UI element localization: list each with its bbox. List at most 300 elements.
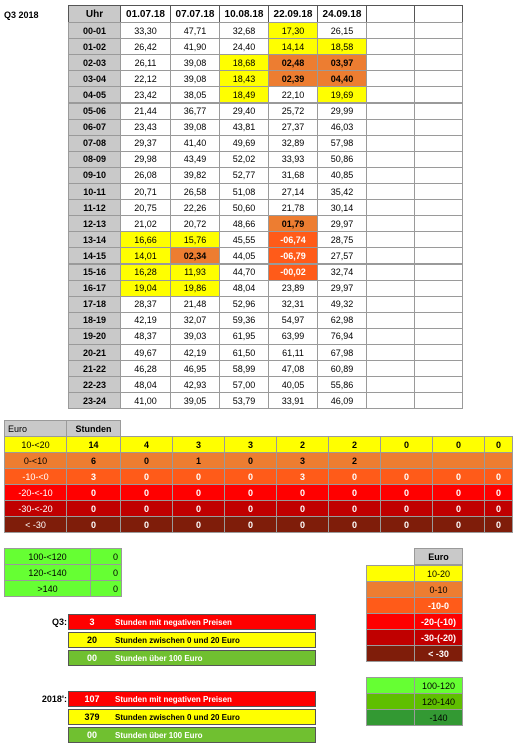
period-label: Q3 2018 (4, 10, 39, 20)
empty-cell (366, 199, 415, 216)
count-cell: 0 (484, 484, 513, 501)
summary-text: Stunden zwischen 0 und 20 Euro (115, 635, 240, 645)
price-cell: 29,97 (317, 280, 367, 297)
hour-label: 06-07 (68, 119, 121, 136)
count-cell: 0 (120, 468, 173, 485)
price-cell: 27,37 (268, 119, 318, 136)
price-cell: 61,11 (268, 344, 318, 361)
column-header: 07.07.18 (170, 5, 220, 23)
price-cell: 53,79 (219, 392, 269, 409)
empty-cell (366, 22, 415, 39)
summary-text: Stunden mit negativen Preisen (115, 617, 232, 627)
price-cell: 26,15 (317, 22, 367, 39)
summary-text: Stunden über 100 Euro (115, 653, 203, 663)
hour-label: 09-10 (68, 167, 121, 184)
price-cell: 41,00 (120, 392, 171, 409)
summary-value: 3 (89, 617, 95, 627)
empty-cell (366, 70, 415, 87)
price-cell: 38,05 (170, 86, 220, 103)
price-cell: 41,90 (170, 38, 220, 55)
count-cell: 0 (328, 484, 381, 501)
price-cell: 28,37 (120, 296, 171, 313)
count-cell: 0 (380, 484, 433, 501)
empty-cell (366, 167, 415, 184)
summary-row (68, 727, 316, 743)
hour-label: 02-03 (68, 54, 121, 71)
empty-cell (366, 231, 415, 248)
count-cell: 0 (66, 516, 121, 533)
hour-label: 16-17 (68, 280, 121, 297)
count-cell: 0 (380, 468, 433, 485)
count-cell: 0 (276, 500, 329, 517)
count-cell: 0 (276, 484, 329, 501)
hour-label: 12-13 (68, 215, 121, 232)
column-header (366, 5, 415, 23)
price-cell: 15,76 (170, 231, 220, 248)
summary-text: Stunden zwischen 0 und 20 Euro (115, 712, 240, 722)
price-cell: 39,08 (170, 54, 220, 71)
empty-cell (366, 151, 415, 168)
price-cell: 42,93 (170, 376, 220, 393)
count-cell: 0 (484, 500, 513, 517)
price-cell: 20,72 (170, 215, 220, 232)
count-cell: 2 (276, 436, 329, 453)
empty-cell (414, 86, 463, 103)
price-cell: 21,44 (120, 103, 171, 120)
price-cell: 48,04 (219, 280, 269, 297)
hour-label: 13-14 (68, 231, 121, 248)
count-cell: 14 (66, 436, 121, 453)
count-cell: 6 (66, 452, 121, 469)
count-cell: 0 (276, 516, 329, 533)
count-cell: 0 (484, 516, 513, 533)
legend-swatch (366, 629, 415, 646)
count-cell: 3 (224, 436, 277, 453)
empty-cell (414, 119, 463, 136)
count-cell: 0 (432, 468, 485, 485)
count-cell: 3 (172, 436, 225, 453)
empty-cell (414, 344, 463, 361)
count-cell (484, 452, 513, 469)
legend-label: 10-20 (414, 565, 463, 582)
empty-cell (366, 360, 415, 377)
price-cell: 18,49 (219, 86, 269, 103)
price-cell: 22,26 (170, 199, 220, 216)
hour-label: 23-24 (68, 392, 121, 409)
price-cell: 39,08 (170, 70, 220, 87)
price-cell: 21,02 (120, 215, 171, 232)
empty-cell (414, 247, 463, 264)
price-cell: 40,85 (317, 167, 367, 184)
count-range-label: 0-<10 (4, 452, 67, 469)
price-cell: 11,93 (170, 264, 220, 281)
hour-label: 20-21 (68, 344, 121, 361)
price-cell: 46,28 (120, 360, 171, 377)
price-cell: 29,99 (317, 103, 367, 120)
price-cell: 50,60 (219, 199, 269, 216)
price-cell: 24,40 (219, 38, 269, 55)
legend-label: 120-140 (414, 693, 463, 710)
price-cell: -06,79 (268, 247, 318, 264)
hour-label: 19-20 (68, 328, 121, 345)
price-cell: -06,74 (268, 231, 318, 248)
legend-swatch (366, 613, 415, 630)
legend-swatch (366, 581, 415, 598)
empty-cell (414, 376, 463, 393)
price-cell: 33,93 (268, 151, 318, 168)
price-cell: 50,86 (317, 151, 367, 168)
hour-label: 15-16 (68, 264, 121, 281)
price-cell: 52,02 (219, 151, 269, 168)
count-cell: 0 (432, 484, 485, 501)
price-cell: 29,98 (120, 151, 171, 168)
count-cell: 0 (432, 436, 485, 453)
price-cell: 26,08 (120, 167, 171, 184)
count-range-label: < -30 (4, 516, 67, 533)
empty-cell (366, 280, 415, 297)
green-range-label: 120-<140 (4, 564, 91, 581)
count-header: Stunden (66, 420, 121, 437)
price-cell: 31,68 (268, 167, 318, 184)
empty-cell (366, 328, 415, 345)
price-cell: 63,99 (268, 328, 318, 345)
hour-label: 14-15 (68, 247, 121, 264)
price-cell: 61,50 (219, 344, 269, 361)
price-cell: 46,09 (317, 392, 367, 409)
empty-cell (414, 167, 463, 184)
count-cell: 0 (432, 516, 485, 533)
price-cell: 21,48 (170, 296, 220, 313)
green-range-label: >140 (4, 580, 91, 597)
hour-label: 01-02 (68, 38, 121, 55)
price-cell: 30,14 (317, 199, 367, 216)
count-cell: 0 (66, 484, 121, 501)
price-cell: 02,48 (268, 54, 318, 71)
legend-label: -10-0 (414, 597, 463, 614)
count-cell: 0 (484, 468, 513, 485)
hour-label: 11-12 (68, 199, 121, 216)
empty-cell (414, 264, 463, 281)
empty-cell (366, 183, 415, 200)
price-cell: 42,19 (120, 312, 171, 329)
price-cell: 20,75 (120, 199, 171, 216)
price-cell: 47,08 (268, 360, 318, 377)
legend-label: -30-(-20) (414, 629, 463, 646)
hour-label: 07-08 (68, 135, 121, 152)
empty-cell (414, 280, 463, 297)
empty-cell (366, 215, 415, 232)
empty-cell (414, 312, 463, 329)
price-cell: 47,71 (170, 22, 220, 39)
price-cell: 55,86 (317, 376, 367, 393)
legend-swatch (366, 709, 415, 726)
column-header: Uhr (68, 5, 121, 23)
price-cell: 32,68 (219, 22, 269, 39)
price-cell: 52,77 (219, 167, 269, 184)
price-cell: 48,04 (120, 376, 171, 393)
count-header: Euro (4, 420, 67, 437)
summary-label-q3: Q3: (51, 617, 67, 627)
summary-text: Stunden über 100 Euro (115, 730, 203, 740)
empty-cell (366, 296, 415, 313)
count-cell: 1 (172, 452, 225, 469)
empty-cell (366, 38, 415, 55)
summary-value: 107 (84, 694, 100, 704)
price-cell: 32,31 (268, 296, 318, 313)
price-cell: 28,75 (317, 231, 367, 248)
empty-cell (366, 119, 415, 136)
price-cell: 67,98 (317, 344, 367, 361)
empty-cell (366, 264, 415, 281)
empty-cell (366, 376, 415, 393)
legend-label: -20-(-10) (414, 613, 463, 630)
price-cell: 51,08 (219, 183, 269, 200)
price-cell: 19,04 (120, 280, 171, 297)
price-cell: 43,49 (170, 151, 220, 168)
count-cell: 0 (120, 516, 173, 533)
count-cell: 0 (328, 516, 381, 533)
price-cell: 18,43 (219, 70, 269, 87)
empty-cell (414, 151, 463, 168)
summary-row (68, 650, 316, 666)
price-cell: 44,05 (219, 247, 269, 264)
legend-label: 0-10 (414, 581, 463, 598)
summary-row (68, 632, 316, 648)
price-cell: 52,96 (219, 296, 269, 313)
price-cell: 62,98 (317, 312, 367, 329)
column-header: 22.09.18 (268, 5, 318, 23)
price-cell: 60,89 (317, 360, 367, 377)
empty-cell (414, 360, 463, 377)
price-cell: 16,66 (120, 231, 171, 248)
price-cell: 54,97 (268, 312, 318, 329)
empty-cell (366, 392, 415, 409)
price-cell: 19,86 (170, 280, 220, 297)
price-cell: 02,39 (268, 70, 318, 87)
green-value-cell: 0 (90, 548, 122, 565)
summary-value: 00 (86, 653, 97, 663)
price-cell: 26,42 (120, 38, 171, 55)
count-cell: 0 (380, 516, 433, 533)
count-cell: 0 (484, 436, 513, 453)
summary-label-2018: 2018': (41, 694, 67, 704)
empty-cell (366, 344, 415, 361)
count-cell: 3 (66, 468, 121, 485)
price-cell: 27,14 (268, 183, 318, 200)
count-cell: 2 (328, 452, 381, 469)
price-cell: 35,42 (317, 183, 367, 200)
price-cell: 57,00 (219, 376, 269, 393)
price-cell: 76,94 (317, 328, 367, 345)
price-cell: 21,78 (268, 199, 318, 216)
price-cell: 43,81 (219, 119, 269, 136)
price-cell: 49,32 (317, 296, 367, 313)
count-cell: 0 (224, 516, 277, 533)
hour-label: 18-19 (68, 312, 121, 329)
count-cell: 0 (380, 436, 433, 453)
summary-value: 00 (86, 730, 97, 740)
price-cell: 25,72 (268, 103, 318, 120)
count-cell: 2 (328, 436, 381, 453)
green-value-cell: 0 (90, 580, 122, 597)
hour-label: 04-05 (68, 86, 121, 103)
price-cell: 32,74 (317, 264, 367, 281)
hour-label: 10-11 (68, 183, 121, 200)
price-cell: 39,08 (170, 119, 220, 136)
green-range-label: 100-<120 (4, 548, 91, 565)
empty-cell (414, 54, 463, 71)
count-cell: 0 (172, 484, 225, 501)
price-cell: 57,98 (317, 135, 367, 152)
legend-title: Euro (414, 548, 463, 565)
count-cell (432, 452, 485, 469)
price-cell: 46,95 (170, 360, 220, 377)
legend-swatch (366, 565, 415, 582)
count-cell: 0 (172, 468, 225, 485)
count-cell: 0 (328, 468, 381, 485)
price-cell: 22,10 (268, 86, 318, 103)
count-cell: 0 (66, 500, 121, 517)
price-cell: 04,40 (317, 70, 367, 87)
count-cell: 0 (120, 484, 173, 501)
price-cell: 02,34 (170, 247, 220, 264)
price-cell: 49,69 (219, 135, 269, 152)
empty-cell (414, 296, 463, 313)
count-range-label: -30-<-20 (4, 500, 67, 517)
price-cell: 46,03 (317, 119, 367, 136)
price-cell: 22,12 (120, 70, 171, 87)
price-cell: 03,97 (317, 54, 367, 71)
price-cell: 23,89 (268, 280, 318, 297)
price-cell: 61,95 (219, 328, 269, 345)
price-cell: 20,71 (120, 183, 171, 200)
count-cell: 0 (328, 500, 381, 517)
empty-cell (414, 392, 463, 409)
green-value-cell: 0 (90, 564, 122, 581)
price-cell: 18,68 (219, 54, 269, 71)
count-range-label: -10-<0 (4, 468, 67, 485)
legend-label: 100-120 (414, 677, 463, 694)
price-cell: 48,66 (219, 215, 269, 232)
summary-text: Stunden mit negativen Preisen (115, 694, 232, 704)
empty-cell (414, 215, 463, 232)
empty-cell (414, 135, 463, 152)
price-cell: 39,03 (170, 328, 220, 345)
empty-cell (414, 22, 463, 39)
empty-cell (414, 231, 463, 248)
column-header: 10.08.18 (219, 5, 269, 23)
hour-label: 08-09 (68, 151, 121, 168)
price-cell: 41,40 (170, 135, 220, 152)
count-cell: 3 (276, 468, 329, 485)
empty-cell (366, 247, 415, 264)
hour-label: 05-06 (68, 103, 121, 120)
price-cell: 26,58 (170, 183, 220, 200)
empty-cell (414, 328, 463, 345)
empty-cell (414, 103, 463, 120)
count-cell: 0 (380, 500, 433, 517)
price-cell: 33,30 (120, 22, 171, 39)
empty-cell (414, 38, 463, 55)
price-cell: 59,36 (219, 312, 269, 329)
legend-label: < -30 (414, 645, 463, 662)
count-cell: 0 (120, 452, 173, 469)
count-cell: 0 (224, 500, 277, 517)
hour-label: 21-22 (68, 360, 121, 377)
price-cell: 48,37 (120, 328, 171, 345)
price-cell: 39,82 (170, 167, 220, 184)
count-cell: 0 (120, 500, 173, 517)
legend-swatch (366, 693, 415, 710)
count-cell: 0 (432, 500, 485, 517)
price-cell: -00,02 (268, 264, 318, 281)
column-header: 01.07.18 (120, 5, 171, 23)
empty-cell (414, 199, 463, 216)
legend-label: -140 (414, 709, 463, 726)
price-cell: 14,14 (268, 38, 318, 55)
empty-cell (366, 103, 415, 120)
count-cell: 3 (276, 452, 329, 469)
price-cell: 26,11 (120, 54, 171, 71)
empty-cell (366, 54, 415, 71)
hour-label: 03-04 (68, 70, 121, 87)
price-cell: 17,30 (268, 22, 318, 39)
price-cell: 36,77 (170, 103, 220, 120)
empty-cell (366, 135, 415, 152)
empty-cell (414, 183, 463, 200)
column-header: 24.09.18 (317, 5, 367, 23)
hour-label: 17-18 (68, 296, 121, 313)
price-cell: 18,58 (317, 38, 367, 55)
summary-row (68, 614, 316, 630)
summary-row (68, 709, 316, 725)
price-cell: 27,57 (317, 247, 367, 264)
price-cell: 44,70 (219, 264, 269, 281)
column-header (414, 5, 463, 23)
price-cell: 29,37 (120, 135, 171, 152)
summary-value: 20 (86, 635, 97, 645)
price-cell: 14,01 (120, 247, 171, 264)
legend-swatch (366, 645, 415, 662)
count-cell: 0 (172, 516, 225, 533)
price-cell: 39,05 (170, 392, 220, 409)
empty-cell (366, 86, 415, 103)
count-cell: 0 (224, 468, 277, 485)
count-cell: 0 (224, 484, 277, 501)
price-cell: 16,28 (120, 264, 171, 281)
count-cell: 0 (224, 452, 277, 469)
legend-swatch (366, 597, 415, 614)
count-range-label: 10-<20 (4, 436, 67, 453)
count-cell: 4 (120, 436, 173, 453)
legend-swatch (366, 677, 415, 694)
price-cell: 33,91 (268, 392, 318, 409)
price-cell: 42,19 (170, 344, 220, 361)
price-cell: 32,89 (268, 135, 318, 152)
price-cell: 29,40 (219, 103, 269, 120)
summary-value: 379 (84, 712, 100, 722)
price-cell: 19,69 (317, 86, 367, 103)
count-range-label: -20-<-10 (4, 484, 67, 501)
price-cell: 32,07 (170, 312, 220, 329)
price-cell: 49,67 (120, 344, 171, 361)
hour-label: 22-23 (68, 376, 121, 393)
price-cell: 58,99 (219, 360, 269, 377)
price-cell: 23,42 (120, 86, 171, 103)
count-cell (380, 452, 433, 469)
price-cell: 23,43 (120, 119, 171, 136)
summary-row (68, 691, 316, 707)
